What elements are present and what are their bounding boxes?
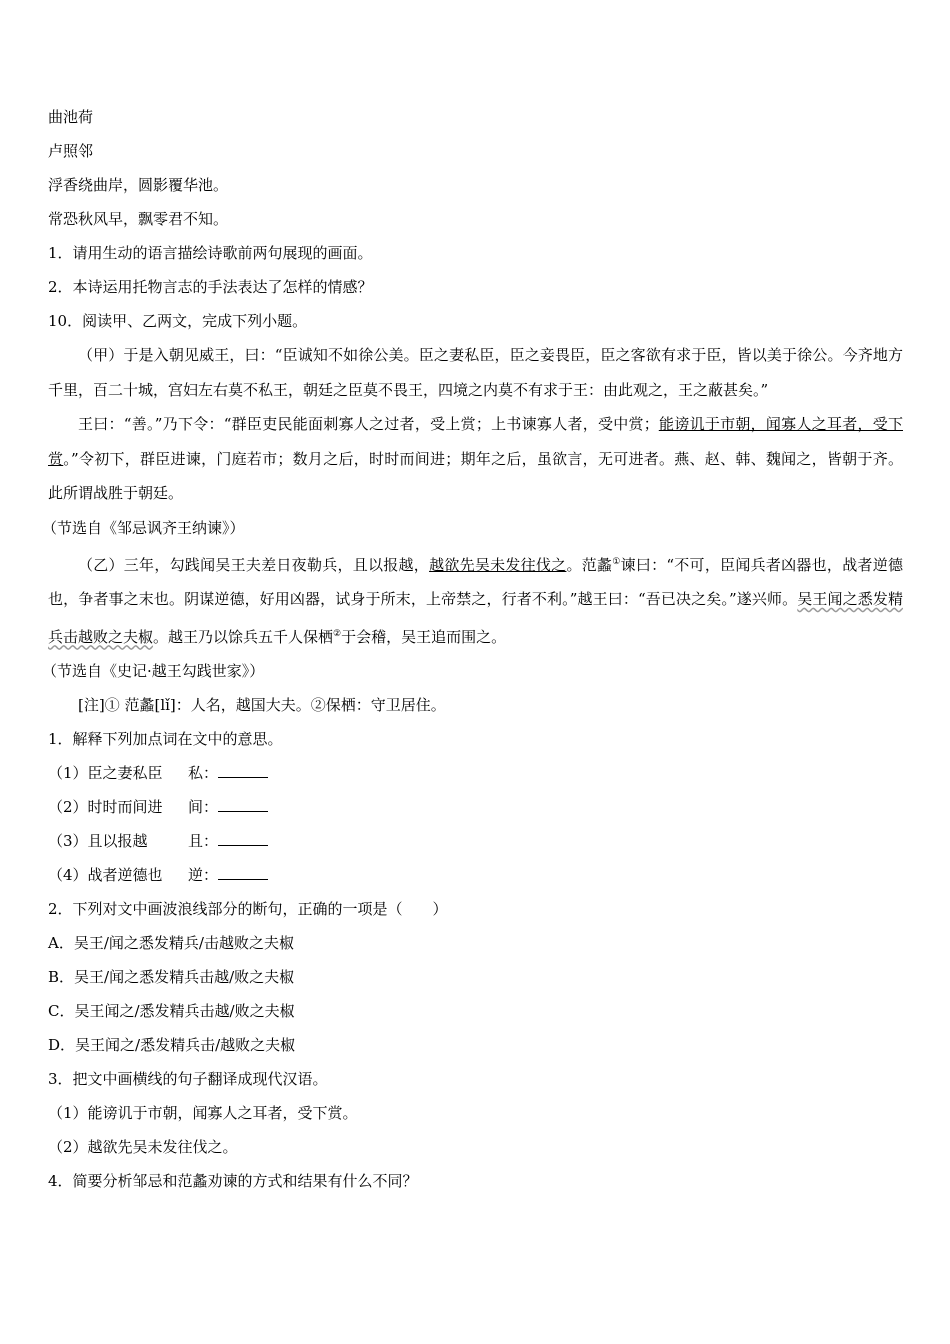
poem-line: 常恐秋风早，飘零君不知。 — [48, 210, 229, 228]
sub-item: （2）越欲先吴未发往伐之。 — [48, 1138, 238, 1156]
passage-jia-p1: （甲）于是入朝见威王，曰：“臣诚知不如徐公美。臣之妻私臣，臣之妾畏臣，臣之客欲有求于臣，皆以美于徐公。今齐地方千里，百二十城，宫妇左右莫不私王，朝廷之臣莫不畏王，四境之内莫不有求于王：由此观之，王之蔽甚矣。” — [48, 346, 903, 399]
sub-item — [48, 824, 903, 858]
underlined-sentence: 能谤讥于市朝，闻寡人之耳者，受下赏 — [48, 415, 903, 468]
text: 于会稽，吴王追而围之。 — [341, 627, 507, 646]
text: 王曰：“善。”乃下令：“群臣吏民能面刺寡人之过者，受上赏；上书谏寡人者，受中赏； — [78, 415, 659, 433]
question: 1．请用生动的语言描绘诗歌前两句展现的画面。 — [48, 244, 373, 262]
option-a: A．吴王/闻之悉发精兵/击越败之夫椒 — [48, 934, 294, 952]
sub-question-title: 1．解释下列加点词在文中的意思。 — [48, 730, 283, 748]
source: （节选自《史记·越王勾践世家》） — [42, 662, 265, 680]
answer-blank[interactable] — [218, 765, 268, 778]
footnote-mark: ② — [333, 628, 342, 639]
note: [注]① 范蠡[lǐ]：人名，越国大夫。②保栖：守卫居住。 — [78, 696, 446, 714]
answer-blank[interactable] — [218, 833, 268, 846]
question-title: 10．阅读甲、乙两文，完成下列小题。 — [48, 312, 308, 330]
text: 。”令初下，群臣进谏，门庭若市；数月之后，时时而间进；期年之后，虽欲言，无可进者。燕、赵、韩、魏闻之，皆朝于齐。此所谓战胜于朝廷。 — [48, 449, 903, 502]
poem-line: 浮香绕曲岸，圆影覆华池。 — [48, 176, 229, 194]
item-text: （1）臣之妻私臣 — [48, 764, 163, 782]
option-c: C．吴王闻之/悉发精兵击越/败之夫椒 — [48, 1002, 295, 1020]
poem-author: 卢照邻 — [48, 142, 94, 160]
text: 。越王乃以馀兵五千人保栖 — [153, 627, 334, 646]
text: 。范蠡 — [566, 555, 613, 574]
item-text: （4）战者逆德也 — [48, 866, 163, 884]
question: 2．本诗运用托物言志的手法表达了怎样的情感？ — [48, 278, 373, 296]
text: 谏曰：“不可，臣闻兵者凶器也，战者逆德也，争者事之末也。阴谋逆德，好用凶器，试身于所末，上帝禁之，行者不利。”越王曰：“吾已决之矣。”遂兴师。 — [48, 555, 903, 608]
footnote-mark: ① — [612, 556, 621, 567]
source: （节选自《邹忌讽齐王纳谏》） — [42, 518, 245, 537]
item-word: 间： — [188, 798, 219, 816]
sub-question-title: 4．简要分析邹忌和范蠡劝谏的方式和结果有什么不同？ — [48, 1172, 418, 1190]
passage-jia-p2 — [48, 407, 903, 511]
item-word: 逆： — [188, 866, 219, 884]
sub-item — [48, 858, 903, 892]
passage-yi — [48, 545, 903, 655]
answer-blank[interactable] — [218, 799, 268, 812]
item-word: 私： — [188, 764, 219, 782]
text: （乙）三年，勾践闻吴王夫差日夜勒兵，且以报越， — [78, 555, 430, 574]
poem-title: 曲池荷 — [48, 108, 94, 126]
item-text: （2）时时而间进 — [48, 798, 163, 816]
answer-blank[interactable] — [218, 867, 268, 880]
item-text: （3）且以报越 — [48, 832, 148, 850]
sub-question-title: 2．下列对文中画波浪线部分的断句，正确的一项是（ ） — [48, 900, 448, 918]
item-word: 且： — [188, 832, 219, 850]
sub-item — [48, 756, 903, 790]
option-d: D．吴王闻之/悉发精兵击/越败之夫椒 — [48, 1036, 296, 1054]
sub-item — [48, 790, 903, 824]
option-b: B．吴王/闻之悉发精兵击越/败之夫椒 — [48, 968, 295, 986]
wavy-underlined-sentence: 吴王闻之悉发精兵击越败之夫椒 — [48, 590, 903, 646]
sub-item: （1）能谤讥于市朝，闻寡人之耳者，受下赏。 — [48, 1104, 358, 1122]
sub-question-title: 3．把文中画横线的句子翻译成现代汉语。 — [48, 1070, 328, 1088]
underlined-sentence: 越欲先吴未发往伐之 — [429, 555, 567, 574]
